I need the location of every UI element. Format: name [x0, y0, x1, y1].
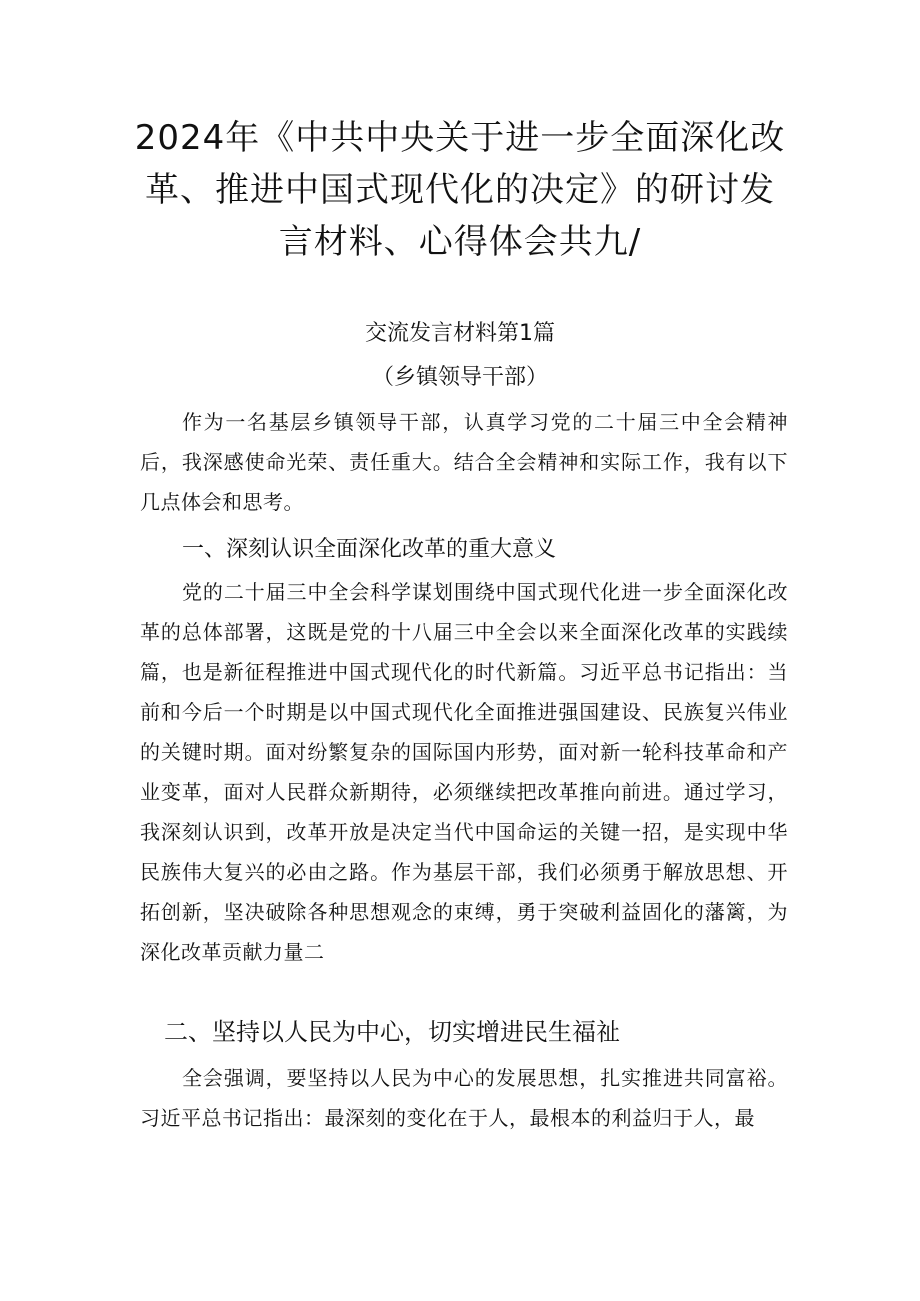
document-title [120, 112, 800, 268]
paragraph-people-centered: 全会强调，要坚持以人民为中心的发展思想，扎实推进共同富裕。习近平总书记指出：最深刻的变化在于人，最根本的利益归于人，最 [140, 1066, 788, 1130]
section-title: 交流发言材料第1篇 [365, 321, 555, 346]
paragraph-intro: 作为一名基层乡镇领导干部，认真学习党的二十届三中全会精神后，我深感使命光荣、责任重大。结合全会精神和实际工作，我有以下几点体会和思考。 [140, 410, 788, 514]
document-title-line-1: 2024年《中共中央关于进一步全面深化改 [134, 118, 786, 158]
heading-one: 一、深刻认识全面深化改革的重大意义 [182, 537, 557, 562]
section-subtitle: （乡镇领导干部） [371, 365, 548, 390]
heading-two: 二、坚持以人民为中心，切实增进民生福祉 [164, 1018, 620, 1046]
paragraph-significance: 党的二十届三中全会科学谋划围绕中国式现代化进一步全面深化改革的总体部署，这既是党的十八届三中全会以来全面深化改革的实践续篇，也是新征程推进中国式现代化的时代新篇。习近平总书记指出：当前和今后一个时期是以中国式现代化全面推进强国建设、民族复兴伟业的关键时期。面对纷繁复杂的国际国内形势，面对新一轮科技革命和产业变革，面对人民群众新期待，必须继续把改革推向前进。通过学习，我深刻认识到，改革开放是决定当代中国命运的关键一招，是实现中华民族伟大复兴的必由之路。作为基层干部，我们必须勇于解放思想、开拓创新，坚决破除各种思想观念的束缚，勇于突破利益固化的藩篱，为深化改革贡献力量二 [140, 580, 788, 964]
document-title-line-2: 革、推进中国式现代化的决定》的研讨发 [145, 170, 775, 210]
document-title-line-3: 言材料、心得体会共九/ [278, 222, 642, 262]
